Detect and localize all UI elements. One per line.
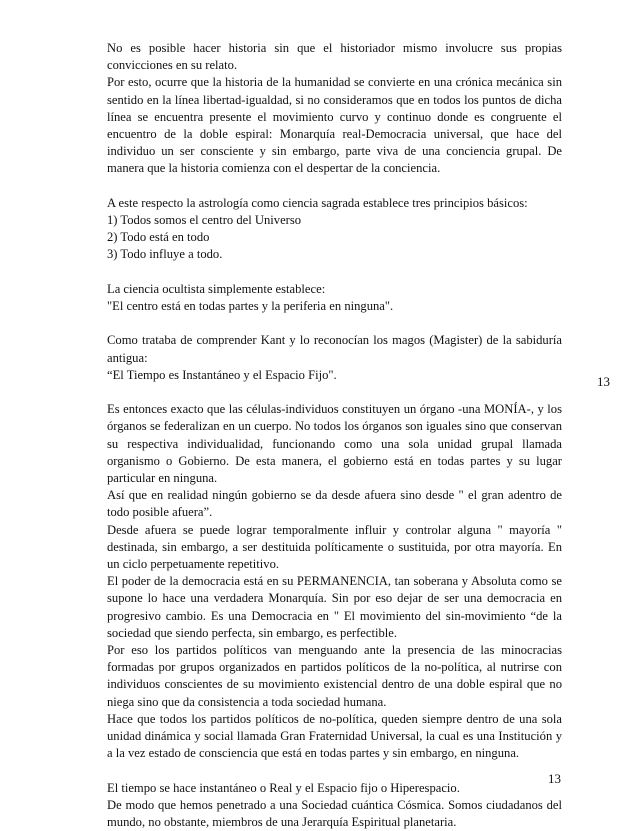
paragraph: Por eso los partidos políticos van menguando ante la presencia de las minocracias formadas por grupos organizados en partidos políticos de la no-política, al nutrirse con individuos conscientes de su movimiento existencial dentro de una doble espiral que no niega sino que da consistencia a toda sociedad humana. — [107, 643, 562, 709]
paragraph: La ciencia ocultista simplemente establece: — [107, 281, 326, 296]
paragraph: Así que en realidad ningún gobierno se da desde afuera sino desde " el gran adentro de todo posible afuera”. — [107, 488, 562, 520]
paragraph: Desde afuera se puede lograr temporalmente influir y controlar alguna " mayoría " destinada, sin embargo, a ser destituida políticamente o sustituida, por otra mayoría. En un ciclo perpetuamente repetitivo. — [107, 522, 562, 572]
paragraph: Es entonces exacto que las células-individuos constituyen un órgano -una MONÍA-, y los órganos se federalizan en un cuerpo. No todos los órganos son iguales sino que conservan su respectiva individualidad, funcionando como una sola unidad grupal llamada organismo o Gobierno. De esta manera, el gobierno está en todas partes y su lugar particular en ninguna. — [107, 402, 562, 486]
paragraph: Como trataba de comprender Kant y lo reconocían los magos (Magister) de la sabiduría antigua: — [107, 333, 562, 365]
paragraph: De modo que hemos penetrado a una Sociedad cuántica Cósmica. Somos ciudadanos del mundo, no obstante, miembros de una Jerarquía Espiritual planetaria. — [107, 797, 562, 830]
body-text — [107, 40, 562, 831]
paragraph: El poder de la democracia está en su PERMANENCIA, tan soberana y Absoluta como se supone lo hace una verdadera Monarquía. Sin por eso dejar de ser una democracia en progresivo cambio. Es una Democracia en " El movimiento del sin-movimiento “de la sociedad que siendo perfecta, sin embargo, es perfectible. — [107, 574, 562, 640]
list-item: 3) Todo influye a todo. — [107, 247, 223, 262]
quote: “El Tiempo es Instantáneo y el Espacio Fijo". — [107, 367, 337, 382]
paragraph: A este respecto la astrología como ciencia sagrada establece tres principios básicos: — [107, 195, 528, 210]
side-page-number: 13 — [597, 374, 610, 389]
paragraph: Por esto, ocurre que la historia de la humanidad se convierte en una crónica mecánica sin sentido en la línea libertad-igualdad, si no consideramos que en todos los puntos de dicha línea se encuentra presente el movimiento curvo y continuo donde es congruente el encuentro de la doble espiral: Monarquía real-Democracia universal, que hace del individuo un ser consciente y sin embargo, parte viva de una conciencia grupal. De manera que la historia comienza con el despertar de la conciencia. — [107, 75, 562, 176]
footer-page-number: 13 — [548, 771, 561, 786]
quote: "El centro está en todas partes y la periferia en ninguna". — [107, 299, 394, 314]
list-item: 1) Todos somos el centro del Universo — [107, 213, 302, 228]
paragraph: El tiempo se hace instantáneo o Real y el Espacio fijo o Hiperespacio. — [107, 780, 460, 795]
paragraph: No es posible hacer historia sin que el historiador mismo involucre sus propias convicciones en su relato. — [107, 41, 562, 73]
list-item: 2) Todo está en todo — [107, 230, 210, 245]
paragraph: Hace que todos los partidos políticos de no-política, queden siempre dentro de una sola unidad dinámica y social llamada Gran Fraternidad Universal, la cual es una Institución y a la vez estado de consciencia que está en todas partes y sin embargo, en ninguna. — [107, 711, 562, 761]
